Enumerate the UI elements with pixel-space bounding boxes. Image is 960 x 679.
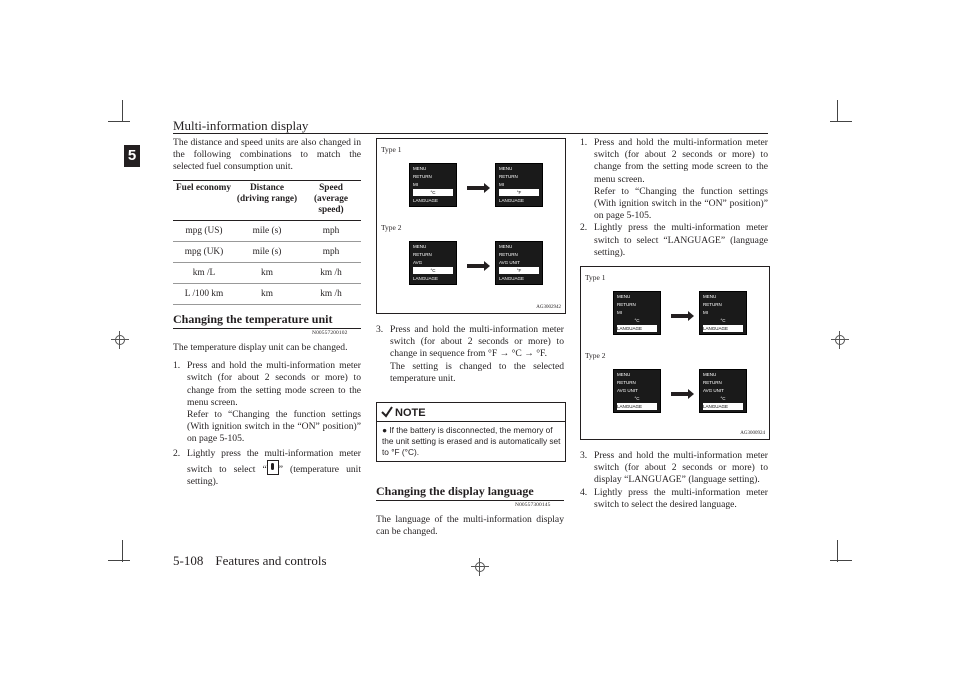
intro-paragraph: The distance and speed units are also changed in the following combinations to match the selected fuel consumption unit. bbox=[173, 137, 361, 173]
screen-return-row: RETURN bbox=[499, 174, 518, 179]
table-cell: mile (s) bbox=[233, 242, 301, 263]
note-heading bbox=[381, 406, 426, 419]
temp-step-2 bbox=[173, 448, 361, 489]
crop-mark bbox=[108, 560, 130, 561]
screen-language-row: LANGUAGE bbox=[413, 198, 439, 203]
display-screen bbox=[699, 291, 747, 335]
crop-mark bbox=[122, 100, 123, 122]
figure-type-1-label: Type 1 bbox=[381, 145, 402, 154]
screen-language-row: LANGUAGE bbox=[617, 403, 657, 410]
language-intro bbox=[376, 514, 564, 538]
step-number: 3. bbox=[580, 450, 588, 461]
table-row bbox=[173, 263, 361, 284]
table-cell: mpg (US) bbox=[173, 221, 233, 242]
temp-step-3-block bbox=[376, 324, 564, 385]
header-rule bbox=[173, 133, 768, 134]
figure-type-1-label: Type 1 bbox=[585, 273, 606, 282]
screen-return-row: RETURN bbox=[703, 380, 722, 385]
arrow-right-icon bbox=[467, 264, 485, 268]
display-screen bbox=[495, 241, 543, 285]
screen-temp-row: °F bbox=[499, 189, 539, 196]
table-cell: L /100 km bbox=[173, 284, 233, 305]
screen-temp-row: °F bbox=[499, 267, 539, 274]
temp-step-3 bbox=[376, 324, 564, 385]
screen-avg-row: AVG bbox=[413, 260, 423, 265]
display-screen bbox=[409, 241, 457, 285]
screen-return-row: RETURN bbox=[413, 252, 432, 257]
lang-step-4 bbox=[580, 487, 768, 511]
table-cell: mile (s) bbox=[233, 221, 301, 242]
crop-mark bbox=[108, 121, 130, 122]
step-text: Press and hold the multi-information meter switch (for about 2 seconds or more) to change from the setting mode screen to the menu screen. bbox=[187, 360, 361, 408]
screen-language-row: LANGUAGE bbox=[703, 325, 743, 332]
figure-type-2-label: Type 2 bbox=[585, 351, 606, 360]
step-number: 2. bbox=[173, 447, 181, 459]
step-text: Press and hold the multi-information meter switch (for about 2 seconds or more) to change in sequence from °F → °C → °F. bbox=[390, 324, 564, 360]
figure-type-2-label: Type 2 bbox=[381, 223, 402, 232]
screen-return-row: RETURN bbox=[703, 302, 722, 307]
temp-intro: The temperature display unit can be changed. bbox=[173, 342, 348, 353]
arrow-right-icon bbox=[467, 186, 485, 190]
step-number: 1. bbox=[580, 137, 588, 148]
screen-temp-row: °C bbox=[634, 318, 640, 323]
section-rule bbox=[173, 328, 361, 329]
display-screen bbox=[409, 163, 457, 207]
step-text: Lightly press the multi-information meter switch to select “ bbox=[187, 447, 361, 475]
note-body: If the battery is disconnected, the memory of the unit setting is erased and is automatically set to °F (°C). bbox=[382, 425, 561, 457]
language-figure bbox=[580, 266, 770, 440]
screen-language-row: LANGUAGE bbox=[499, 198, 525, 203]
temperature-figure bbox=[376, 138, 566, 314]
display-screen bbox=[613, 291, 661, 335]
step-text: Press and hold the multi-information meter switch (for about 2 seconds or more) to display “LANGUAGE” (language setting). bbox=[594, 450, 768, 486]
step-reference: Refer to “Changing the function settings (With ignition switch in the “ON” position)” on page 5-105. bbox=[594, 185, 768, 222]
lang-step-2 bbox=[580, 222, 768, 259]
table-header: Fuel economy bbox=[173, 181, 233, 221]
table-header: Distance (driving range) bbox=[233, 181, 301, 221]
page-footer bbox=[173, 553, 327, 569]
thermometer-icon bbox=[267, 460, 279, 475]
display-screen bbox=[699, 369, 747, 413]
registration-mark-icon bbox=[113, 333, 127, 347]
screen-avg-row: MI bbox=[617, 310, 622, 315]
page-header: Multi-information display bbox=[173, 118, 309, 133]
step-reference: Refer to “Changing the function settings (With ignition switch in the “ON” position)” on page 5-105. bbox=[187, 409, 361, 445]
screen-menu-row: MENU bbox=[703, 372, 717, 377]
language-steps-3-4 bbox=[580, 450, 768, 511]
lang-step-1 bbox=[580, 137, 768, 222]
arrow-right-icon bbox=[671, 314, 689, 318]
screen-menu-row: MENU bbox=[413, 166, 427, 171]
left-intro bbox=[173, 137, 361, 174]
note-title: NOTE bbox=[395, 407, 426, 419]
step-text: Lightly press the multi-information meter switch to select the desired language. bbox=[594, 486, 768, 510]
arrow-right-icon bbox=[671, 392, 689, 396]
screen-language-row: LANGUAGE bbox=[703, 403, 743, 410]
step-text: ” (temperature unit setting). bbox=[187, 463, 361, 488]
figure-code: AG3000924 bbox=[740, 431, 765, 436]
table-cell: mph bbox=[301, 221, 361, 242]
note-check-icon bbox=[381, 406, 393, 418]
language-steps-1-2 bbox=[580, 137, 768, 259]
section-heading-language: Changing the display language bbox=[376, 484, 534, 498]
crop-mark bbox=[830, 121, 852, 122]
screen-temp-row: °C bbox=[720, 318, 726, 323]
screen-avg-row: MI bbox=[703, 310, 708, 315]
display-screen bbox=[613, 369, 661, 413]
unit-table bbox=[173, 180, 361, 305]
table-cell: km /L bbox=[173, 263, 233, 284]
table-cell: km /h bbox=[301, 284, 361, 305]
crop-mark bbox=[837, 540, 838, 562]
screen-return-row: RETURN bbox=[499, 252, 518, 257]
table-cell: mph bbox=[301, 242, 361, 263]
table-row bbox=[173, 284, 361, 305]
figure-code: AG3002942 bbox=[536, 305, 561, 310]
screen-avg-row: AVG UNIT bbox=[499, 260, 520, 265]
registration-mark-icon bbox=[473, 560, 487, 574]
section-heading-temperature: Changing the temperature unit bbox=[173, 312, 333, 326]
screen-avg-row: AVG UNIT bbox=[617, 388, 638, 393]
screen-avg-row: MI bbox=[499, 182, 504, 187]
table-header: Speed (average speed) bbox=[301, 181, 361, 221]
temp-step-list bbox=[173, 360, 361, 488]
section-code: N00557200102 bbox=[312, 330, 348, 336]
footer-section: Features and controls bbox=[215, 553, 327, 568]
screen-avg-row: AVG UNIT bbox=[703, 388, 724, 393]
chapter-tab: 5 bbox=[124, 145, 140, 167]
table-row bbox=[173, 242, 361, 263]
screen-language-row: LANGUAGE bbox=[617, 325, 657, 332]
step-number: 3. bbox=[376, 324, 384, 335]
screen-language-row: LANGUAGE bbox=[499, 276, 525, 281]
section-code: N00557300145 bbox=[515, 502, 551, 508]
screen-temp-row: °C bbox=[720, 396, 726, 401]
crop-mark bbox=[837, 100, 838, 122]
screen-temp-row: °C bbox=[413, 267, 453, 274]
screen-return-row: RETURN bbox=[617, 380, 636, 385]
table-cell: km /h bbox=[301, 263, 361, 284]
screen-temp-row: °C bbox=[634, 396, 640, 401]
screen-menu-row: MENU bbox=[499, 244, 513, 249]
lang-step-list-2 bbox=[580, 450, 768, 511]
screen-menu-row: MENU bbox=[413, 244, 427, 249]
note-text: ● If the battery is disconnected, the memory of the unit setting is erased and is automatically set to °F (°C). bbox=[382, 425, 561, 457]
table-cell: km bbox=[233, 263, 301, 284]
screen-temp-row: °C bbox=[413, 189, 453, 196]
screen-menu-row: MENU bbox=[617, 294, 631, 299]
page-number: 5-108 bbox=[173, 553, 204, 568]
crop-mark bbox=[122, 540, 123, 562]
screen-return-row: RETURN bbox=[617, 302, 636, 307]
screen-return-row: RETURN bbox=[413, 174, 432, 179]
step-number: 1. bbox=[173, 360, 181, 372]
step-text: Press and hold the multi-information meter switch (for about 2 seconds or more) to change from the setting mode screen to the menu screen. bbox=[594, 137, 768, 185]
table-cell: km bbox=[233, 284, 301, 305]
temperature-steps bbox=[173, 342, 361, 488]
screen-avg-row: MI bbox=[413, 182, 418, 187]
note-box bbox=[376, 402, 566, 462]
lang-step-list bbox=[580, 137, 768, 259]
table-row bbox=[173, 221, 361, 242]
section-rule bbox=[376, 500, 564, 501]
screen-menu-row: MENU bbox=[617, 372, 631, 377]
display-screen bbox=[495, 163, 543, 207]
step-text: Lightly press the multi-information meter switch to select “LANGUAGE” (language setting). bbox=[594, 222, 768, 258]
temp-step-1 bbox=[173, 360, 361, 445]
screen-menu-row: MENU bbox=[499, 166, 513, 171]
step-text: The setting is changed to the selected temperature unit. bbox=[390, 360, 564, 384]
lang-step-3 bbox=[580, 450, 768, 487]
step-number: 2. bbox=[580, 222, 588, 234]
lang-intro-paragraph: The language of the multi-information display can be changed. bbox=[376, 514, 564, 538]
temp-step-list-2 bbox=[376, 324, 564, 385]
screen-menu-row: MENU bbox=[703, 294, 717, 299]
table-cell: mpg (UK) bbox=[173, 242, 233, 263]
screen-language-row: LANGUAGE bbox=[413, 276, 439, 281]
step-number: 4. bbox=[580, 486, 588, 498]
note-divider bbox=[377, 421, 565, 422]
registration-mark-icon bbox=[833, 333, 847, 347]
crop-mark bbox=[830, 560, 852, 561]
